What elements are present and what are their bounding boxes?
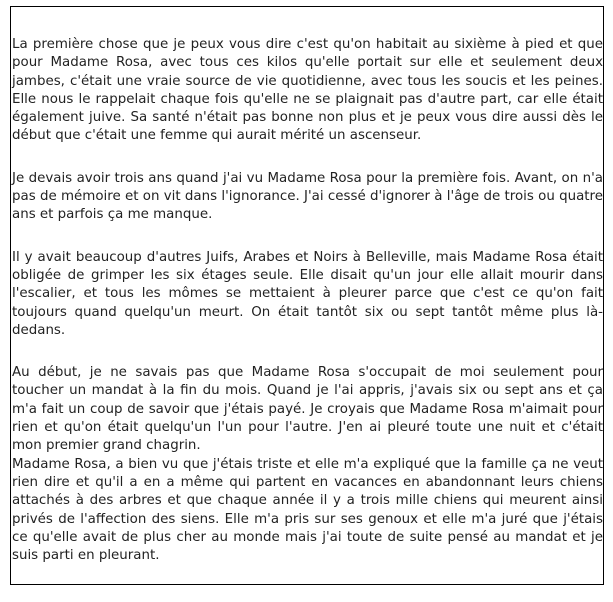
paragraph-1: La première chose que je peux vous dire c'est qu'on habitait au sixième à pied et que pour Madame Rosa, avec tous ces kilos qu'elle portait sur elle et seulement deux jambes, c'était une vraie source de vie quotidienne, avec tous les soucis et les peines. Elle nous le rappelait chaque fois qu'elle ne se plaignait pas d'autre part, car elle était également juive. Sa santé n'était pas bonne non plus et je peux vous dire aussi dès le début que c'était une femme qui aurait mérité un ascenseur. xyxy=(12,37,603,144)
document-body xyxy=(12,36,603,565)
paragraph-4: Au début, je ne savais pas que Madame Rosa s'occupait de moi seulement pour toucher un mandat à la fin du mois. Quand je l'ai appris, j'avais six ou sept ans et ça m'a fait un coup de savoir que j'étais payé. Je croyais que Madame Rosa m'aimait pour rien et qu'on était quelqu'un l'un pour l'autre. J'en ai pleuré toute une nuit et c'était mon premier grand chagrin. xyxy=(12,365,603,454)
paragraph-5: Madame Rosa, a bien vu que j'étais triste et elle m'a expliqué que la famille ça ne veut rien dire et qu'il a en a même qui partent en vacances en abandonnant leurs chiens attachés à des arbres et que chaque année il y a trois mille chiens qui meurent ainsi privés de l'affection des siens. Elle m'a pris sur ses genoux et elle m'a juré que j'étais ce qu'elle avait de plus cher au monde mais j'ai toute de suite pensé au mandat et je suis parti en pleurant. xyxy=(12,456,603,564)
paragraph-2: Je devais avoir trois ans quand j'ai vu Madame Rosa pour la première fois. Avant, on n'a pas de mémoire et on vit dans l'ignorance. J'ai cessé d'ignorer à l'âge de trois ou quatre ans et parfois ça me manque. xyxy=(12,170,603,223)
paragraph-3: Il y avait beaucoup d'autres Juifs, Arabes et Noirs à Belleville, mais Madame Rosa était obligée de grimper les six étages seule. Elle disait qu'un jour elle allait mourir dans l'escalier, et tous les mômes se mettaient à pleurer parce que c'est ce qu'on fait toujours quand quelqu'un meurt. On était tantôt six ou sept tantôt même plus là-dedans. xyxy=(12,249,603,338)
document-frame xyxy=(10,6,604,585)
